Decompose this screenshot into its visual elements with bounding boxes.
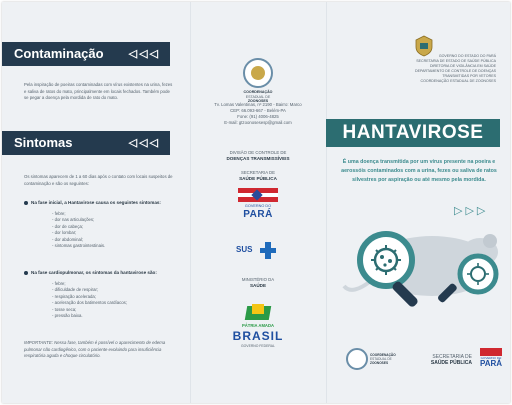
gov-line: GOVERNO DO ESTADO DO PARÁ xyxy=(438,54,496,58)
left-panel xyxy=(2,2,190,403)
arrows-right-icon: ▷▷▷ xyxy=(454,205,489,217)
right-panel xyxy=(326,2,510,403)
footer-para: PARÁ xyxy=(479,359,503,368)
fase-inicial-heading xyxy=(24,200,174,207)
para-word: PARÁ xyxy=(243,209,273,220)
secretaria-line1: SECRETARIA DE xyxy=(240,170,276,175)
list-item: - dor abdominal; xyxy=(52,236,84,242)
bullet-icon xyxy=(24,271,28,275)
fase-cardio-block xyxy=(24,270,174,318)
zoonoses-seal-icon xyxy=(243,58,273,88)
list-item: - sintomas gastrointestinais. xyxy=(52,243,106,248)
phone: Fone: (91) 4006-4825 xyxy=(237,114,279,119)
important-note: IMPORTANTE: Nessa fase, também é possível o aparecimento de edema pulmonar não cardiogênico, com o paciente evoluindo para insuficiência respiratória aguda e choque circulatório. xyxy=(24,340,166,358)
address: Tv. Lomas Valentinas, nº 2190 - Bairro: Marco xyxy=(214,102,302,107)
footer-secretaria-line1: SECRETARIA DE xyxy=(432,354,472,360)
divisao-block xyxy=(190,150,326,162)
coord-line2: ESTADUAL DE xyxy=(245,94,271,99)
ministerio-block xyxy=(190,277,326,289)
brochure-sheet xyxy=(2,2,510,403)
coord-line3: ZOONOSES xyxy=(247,99,269,103)
list-item: - tosse seca; xyxy=(52,306,77,312)
footer-coord-line2: ESTADUAL DE xyxy=(370,357,392,361)
divisao-line1: DIVISÃO DE CONTROLE DE xyxy=(229,150,287,155)
footer-logos xyxy=(346,348,506,374)
fase-cardio-heading xyxy=(24,270,174,277)
zoonoses-logo xyxy=(190,58,326,104)
brasil-logo xyxy=(190,304,326,349)
bullet-icon xyxy=(24,201,28,205)
cep: CEP: 66.093-667 - Belém-PA xyxy=(230,108,286,113)
fase-inicial-block xyxy=(24,200,174,248)
list-item: - dificuldade de respirar; xyxy=(52,287,99,292)
fase-cardio-title: Na fase cardiopulmonar, os sintomas da hantavirose são: xyxy=(31,270,157,275)
contaminacao-banner xyxy=(2,42,170,66)
zoonoses-seal-icon xyxy=(346,348,368,370)
footer-governo: GOVERNO DO xyxy=(480,356,502,360)
sintomas-banner xyxy=(2,131,170,155)
sintomas-title: Sintomas xyxy=(14,135,73,150)
footer-para-logo xyxy=(476,348,506,368)
divisao-line2: DOENÇAS TRANSMISSÍVEIS xyxy=(226,156,290,161)
middle-panel xyxy=(190,2,326,403)
contaminacao-text: Pela inspiração de poeiras contaminadas com vírus existentes na urina, fezes e saliva de ratos do mato, principalmente em locais fechados. Também pode se pegar a doença pela mordida de rato do mato. xyxy=(24,82,173,100)
brasil-word: BRASIL xyxy=(232,329,284,343)
sus-cross-icon: SUS xyxy=(236,241,280,259)
governo-do: GOVERNO DO xyxy=(244,204,272,208)
gov-line: SECRETARIA DE ESTADO DE SAÚDE PÚBLICA xyxy=(416,59,496,63)
sintomas-intro: Os sintomas aparecem de 1 a 60 dias após o contato com locais suspeitos de contaminação e são os seguintes: xyxy=(24,174,173,186)
gov-header xyxy=(366,54,496,84)
email: E-mail: gtzoonosesesp@gmail.com xyxy=(224,120,292,125)
footer-coord-line3: ZOONOSES xyxy=(370,361,389,365)
footer-secretaria xyxy=(422,354,472,366)
contact-block xyxy=(190,102,326,126)
virus-magnifier-illustration xyxy=(340,214,506,332)
list-item: - dor lombar; xyxy=(52,230,77,235)
governo-federal: GOVERNO FEDERAL xyxy=(241,344,275,348)
arrows-left-icon: ◁◁◁ xyxy=(128,137,160,149)
footer-coord-line1: COORDENAÇÃO xyxy=(370,353,396,357)
gov-line: COORDENAÇÃO ESTADUAL DE ZOONOSES xyxy=(420,79,496,83)
secretaria-line2: SAÚDE PÚBLICA xyxy=(239,176,277,181)
brasil-mark-icon xyxy=(243,304,273,320)
para-flag-icon xyxy=(238,188,278,202)
gov-line: DIRETORIA DE VIGILÂNCIA EM SAÚDE xyxy=(429,64,496,68)
footer-secretaria-line2: SAÚDE PÚBLICA xyxy=(430,360,472,366)
ministerio-line1: MINISTÉRIO DA xyxy=(241,277,275,282)
fase-inicial-list xyxy=(46,211,196,250)
sus-logo xyxy=(190,241,326,259)
arrows-left-icon: ◁◁◁ xyxy=(128,48,160,60)
governo-para-logo xyxy=(190,188,326,220)
contaminacao-title: Contaminação xyxy=(14,46,104,61)
patria-amada: PÁTRIA AMADA xyxy=(241,323,275,328)
list-item: - respiração acelerada; xyxy=(52,293,96,299)
hantavirose-description: É uma doença transmitida por um vírus presente na poeira e aerossóis contaminados com a urina, fezes ou saliva de ratos silvestres por aspiração ou até mesmo pela mordida. xyxy=(341,159,497,183)
list-item: - febre; xyxy=(52,280,66,286)
list-item: - pressão baixa. xyxy=(52,313,83,318)
list-item: - aceleração dos batimentos cardíacos; xyxy=(52,300,127,305)
para-flag-icon xyxy=(480,348,502,356)
gov-line: TRANSMITIDAS POR VETORES xyxy=(442,74,496,78)
coord-line1: COORDENAÇÃO xyxy=(243,90,273,94)
list-item: - dor nas articulações; xyxy=(52,217,95,222)
hantavirose-title: HANTAVIROSE xyxy=(326,119,500,147)
secretaria-block xyxy=(190,170,326,182)
gov-line: DEPARTAMENTO DE CONTROLE DE DOENÇAS xyxy=(414,69,496,73)
footer-coord xyxy=(370,353,400,365)
fase-cardio-list xyxy=(46,281,196,320)
ministerio-line2: SAÚDE xyxy=(249,283,267,288)
list-item: - febre; xyxy=(52,210,66,216)
fase-inicial-title: Na fase inicial, a Hantavirose causa os seguintes sintomas: xyxy=(31,200,161,205)
list-item: - dor de cabeça; xyxy=(52,223,84,229)
